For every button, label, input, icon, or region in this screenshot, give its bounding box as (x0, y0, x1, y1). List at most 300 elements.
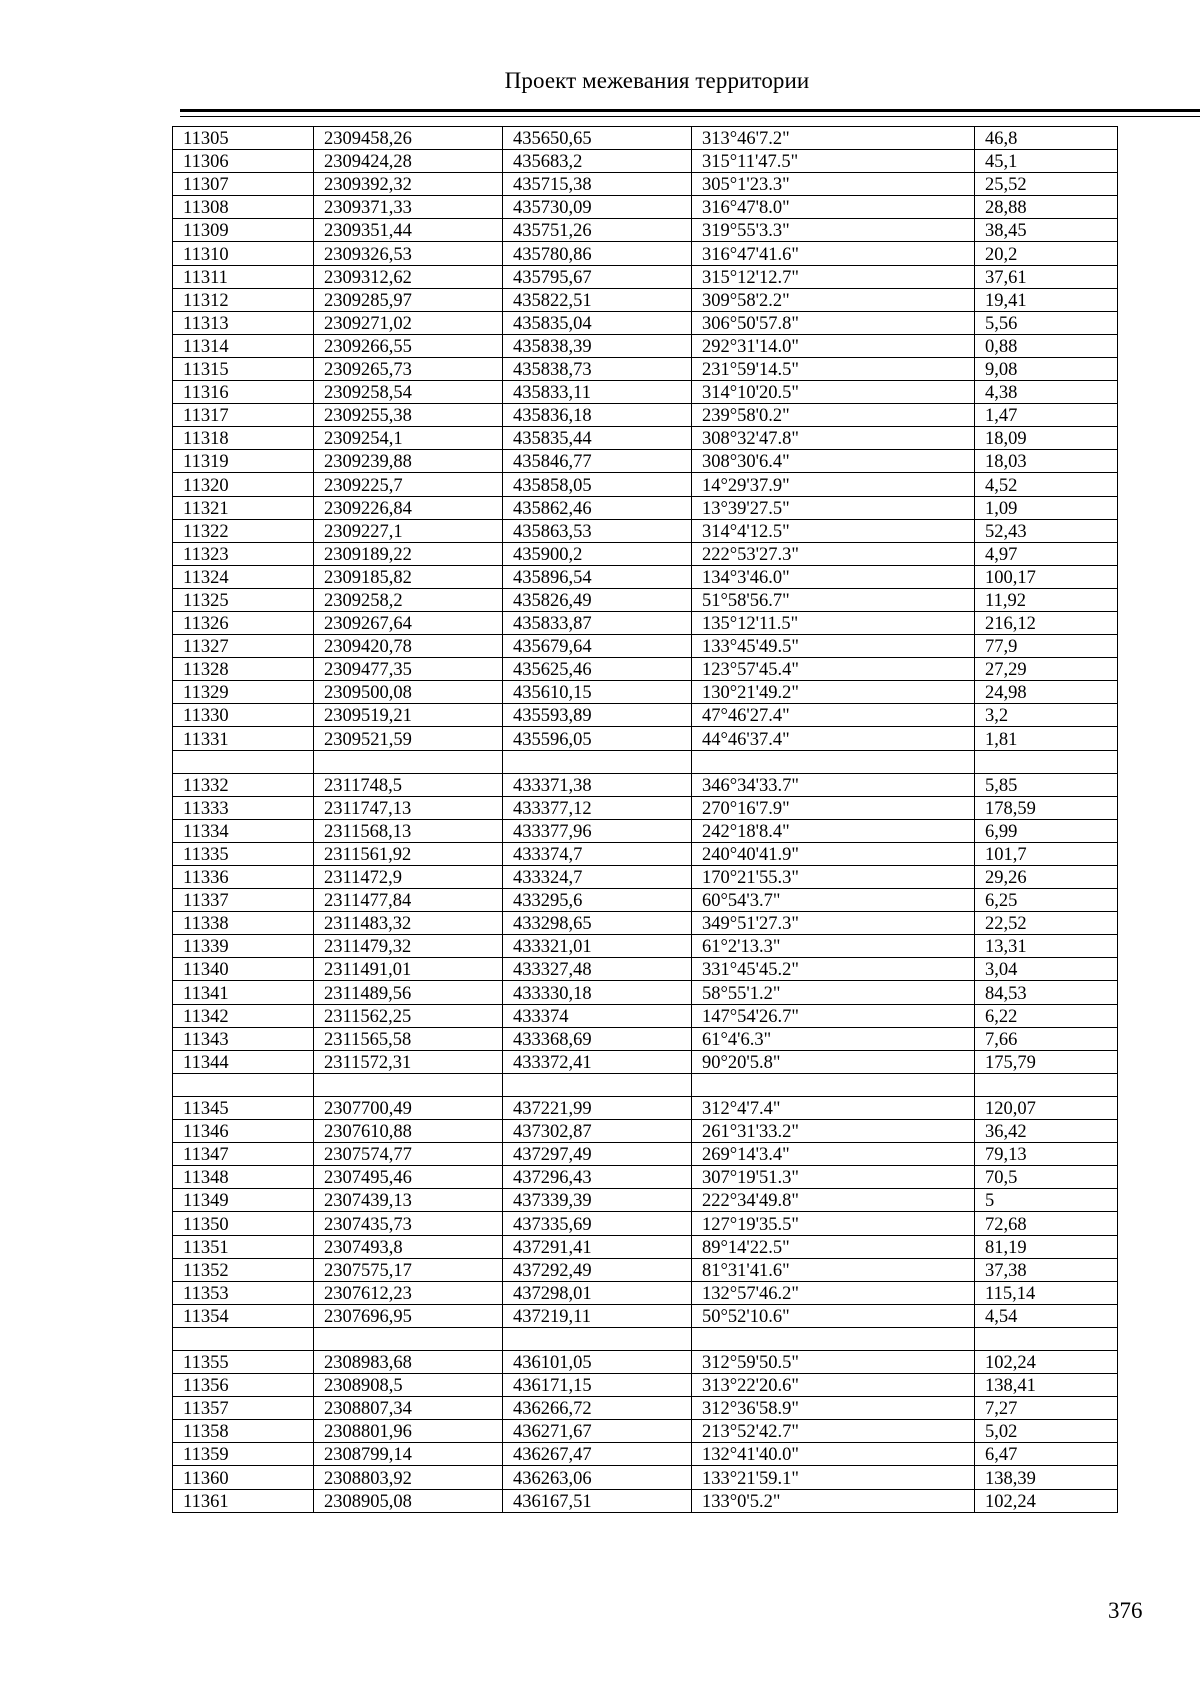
x-coordinate-cell: 2308807,34 (314, 1397, 503, 1420)
direction-angle-cell: 222°34'49.8" (692, 1189, 975, 1212)
y-coordinate-cell: 435862,46 (503, 496, 692, 519)
separator-row (173, 1327, 1118, 1350)
distance-cell: 6,22 (975, 1004, 1118, 1027)
distance-cell: 46,8 (975, 127, 1118, 150)
x-coordinate-cell: 2307612,23 (314, 1281, 503, 1304)
x-coordinate-cell: 2311477,84 (314, 889, 503, 912)
y-coordinate-cell: 436267,47 (503, 1443, 692, 1466)
point-number-cell: 11334 (173, 819, 314, 842)
distance-cell: 1,09 (975, 496, 1118, 519)
point-number-cell (173, 1327, 314, 1350)
table-row (173, 611, 1118, 634)
direction-angle-cell: 240°40'41.9" (692, 842, 975, 865)
x-coordinate-cell: 2309239,88 (314, 450, 503, 473)
distance-cell: 72,68 (975, 1212, 1118, 1235)
direction-angle-cell: 61°4'6.3" (692, 1027, 975, 1050)
point-number-cell: 11358 (173, 1420, 314, 1443)
y-coordinate-cell: 433374,7 (503, 842, 692, 865)
direction-angle-cell: 308°30'6.4" (692, 450, 975, 473)
direction-angle-cell: 315°12'12.7" (692, 265, 975, 288)
distance-cell: 138,39 (975, 1466, 1118, 1489)
distance-cell: 102,24 (975, 1350, 1118, 1373)
point-number-cell: 11359 (173, 1443, 314, 1466)
direction-angle-cell: 315°11'47.5" (692, 150, 975, 173)
coordinates-table (172, 126, 1118, 1513)
direction-angle-cell: 313°46'7.2" (692, 127, 975, 150)
direction-angle-cell: 51°58'56.7" (692, 588, 975, 611)
y-coordinate-cell: 435835,44 (503, 427, 692, 450)
direction-angle-cell: 307°19'51.3" (692, 1166, 975, 1189)
point-number-cell: 11342 (173, 1004, 314, 1027)
y-coordinate-cell: 433324,7 (503, 866, 692, 889)
distance-cell: 5,85 (975, 773, 1118, 796)
x-coordinate-cell: 2309265,73 (314, 357, 503, 380)
y-coordinate-cell: 437291,41 (503, 1235, 692, 1258)
x-coordinate-cell: 2309225,7 (314, 473, 503, 496)
direction-angle-cell: 331°45'45.2" (692, 958, 975, 981)
distance-cell: 81,19 (975, 1235, 1118, 1258)
x-coordinate-cell: 2311747,13 (314, 796, 503, 819)
x-coordinate-cell: 2311562,25 (314, 1004, 503, 1027)
y-coordinate-cell: 433377,96 (503, 819, 692, 842)
direction-angle-cell: 132°57'46.2" (692, 1281, 975, 1304)
y-coordinate-cell: 436263,06 (503, 1466, 692, 1489)
distance-cell: 120,07 (975, 1096, 1118, 1119)
x-coordinate-cell: 2311491,01 (314, 958, 503, 981)
table-row (173, 866, 1118, 889)
x-coordinate-cell: 2308983,68 (314, 1350, 503, 1373)
direction-angle-cell: 313°22'20.6" (692, 1374, 975, 1397)
point-number-cell: 11339 (173, 935, 314, 958)
point-number-cell: 11340 (173, 958, 314, 981)
table-row (173, 473, 1118, 496)
point-number-cell: 11336 (173, 866, 314, 889)
x-coordinate-cell: 2309521,59 (314, 727, 503, 750)
point-number-cell: 11327 (173, 635, 314, 658)
point-number-cell: 11310 (173, 242, 314, 265)
distance-cell: 37,38 (975, 1258, 1118, 1281)
table-row (173, 1397, 1118, 1420)
x-coordinate-cell: 2309312,62 (314, 265, 503, 288)
table-row (173, 958, 1118, 981)
y-coordinate-cell: 433298,65 (503, 912, 692, 935)
x-coordinate-cell: 2309351,44 (314, 219, 503, 242)
point-number-cell: 11311 (173, 265, 314, 288)
table-row (173, 588, 1118, 611)
direction-angle-cell (692, 750, 975, 773)
direction-angle-cell: 170°21'55.3" (692, 866, 975, 889)
direction-angle-cell: 314°4'12.5" (692, 519, 975, 542)
direction-angle-cell: 349°51'27.3" (692, 912, 975, 935)
direction-angle-cell: 292°31'14.0" (692, 334, 975, 357)
y-coordinate-cell: 435836,18 (503, 404, 692, 427)
y-coordinate-cell: 435683,2 (503, 150, 692, 173)
x-coordinate-cell: 2307493,8 (314, 1235, 503, 1258)
direction-angle-cell: 50°52'10.6" (692, 1304, 975, 1327)
x-coordinate-cell: 2307575,17 (314, 1258, 503, 1281)
y-coordinate-cell: 437219,11 (503, 1304, 692, 1327)
x-coordinate-cell: 2308799,14 (314, 1443, 503, 1466)
y-coordinate-cell: 437298,01 (503, 1281, 692, 1304)
distance-cell: 1,47 (975, 404, 1118, 427)
distance-cell: 25,52 (975, 173, 1118, 196)
direction-angle-cell: 305°1'23.3" (692, 173, 975, 196)
separator-row (173, 750, 1118, 773)
y-coordinate-cell (503, 1073, 692, 1096)
table-row (173, 381, 1118, 404)
table-row (173, 1189, 1118, 1212)
table-row (173, 1258, 1118, 1281)
point-number-cell: 11356 (173, 1374, 314, 1397)
distance-cell: 52,43 (975, 519, 1118, 542)
header-rule-thin (180, 116, 1200, 117)
table-row (173, 1281, 1118, 1304)
distance-cell: 138,41 (975, 1374, 1118, 1397)
direction-angle-cell: 81°31'41.6" (692, 1258, 975, 1281)
x-coordinate-cell: 2309227,1 (314, 519, 503, 542)
direction-angle-cell: 261°31'33.2" (692, 1120, 975, 1143)
point-number-cell: 11351 (173, 1235, 314, 1258)
table-row (173, 542, 1118, 565)
point-number-cell: 11326 (173, 611, 314, 634)
direction-angle-cell: 61°2'13.3" (692, 935, 975, 958)
direction-angle-cell: 270°16'7.9" (692, 796, 975, 819)
direction-angle-cell: 14°29'37.9" (692, 473, 975, 496)
y-coordinate-cell: 433372,41 (503, 1050, 692, 1073)
direction-angle-cell (692, 1327, 975, 1350)
distance-cell: 175,79 (975, 1050, 1118, 1073)
table-row (173, 1143, 1118, 1166)
x-coordinate-cell: 2307574,77 (314, 1143, 503, 1166)
point-number-cell: 11338 (173, 912, 314, 935)
y-coordinate-cell: 435795,67 (503, 265, 692, 288)
direction-angle-cell: 132°41'40.0" (692, 1443, 975, 1466)
point-number-cell: 11347 (173, 1143, 314, 1166)
point-number-cell: 11346 (173, 1120, 314, 1143)
x-coordinate-cell: 2311568,13 (314, 819, 503, 842)
table-row (173, 357, 1118, 380)
distance-cell: 45,1 (975, 150, 1118, 173)
distance-cell: 70,5 (975, 1166, 1118, 1189)
x-coordinate-cell: 2308905,08 (314, 1489, 503, 1512)
direction-angle-cell: 222°53'27.3" (692, 542, 975, 565)
x-coordinate-cell: 2309420,78 (314, 635, 503, 658)
table-row (173, 773, 1118, 796)
y-coordinate-cell: 437221,99 (503, 1096, 692, 1119)
distance-cell: 84,53 (975, 981, 1118, 1004)
direction-angle-cell: 316°47'41.6" (692, 242, 975, 265)
point-number-cell: 11317 (173, 404, 314, 427)
table-row (173, 1420, 1118, 1443)
table-row (173, 196, 1118, 219)
point-number-cell (173, 750, 314, 773)
table-row (173, 819, 1118, 842)
point-number-cell: 11324 (173, 565, 314, 588)
table-row (173, 1096, 1118, 1119)
distance-cell: 36,42 (975, 1120, 1118, 1143)
x-coordinate-cell: 2311565,58 (314, 1027, 503, 1050)
x-coordinate-cell: 2308908,5 (314, 1374, 503, 1397)
table-row (173, 1004, 1118, 1027)
table-row (173, 288, 1118, 311)
distance-cell: 18,09 (975, 427, 1118, 450)
x-coordinate-cell: 2309258,2 (314, 588, 503, 611)
distance-cell: 79,13 (975, 1143, 1118, 1166)
direction-angle-cell: 316°47'8.0" (692, 196, 975, 219)
table-row (173, 681, 1118, 704)
point-number-cell: 11309 (173, 219, 314, 242)
distance-cell: 6,99 (975, 819, 1118, 842)
y-coordinate-cell: 435863,53 (503, 519, 692, 542)
distance-cell: 0,88 (975, 334, 1118, 357)
direction-angle-cell: 90°20'5.8" (692, 1050, 975, 1073)
distance-cell: 28,88 (975, 196, 1118, 219)
distance-cell: 115,14 (975, 1281, 1118, 1304)
direction-angle-cell: 13°39'27.5" (692, 496, 975, 519)
distance-cell: 27,29 (975, 658, 1118, 681)
table-row (173, 1304, 1118, 1327)
distance-cell: 7,66 (975, 1027, 1118, 1050)
distance-cell: 18,03 (975, 450, 1118, 473)
direction-angle-cell: 133°45'49.5" (692, 635, 975, 658)
y-coordinate-cell: 436171,15 (503, 1374, 692, 1397)
point-number-cell: 11319 (173, 450, 314, 473)
y-coordinate-cell: 435838,39 (503, 334, 692, 357)
x-coordinate-cell: 2307439,13 (314, 1189, 503, 1212)
distance-cell: 1,81 (975, 727, 1118, 750)
direction-angle-cell: 231°59'14.5" (692, 357, 975, 380)
distance-cell: 5 (975, 1189, 1118, 1212)
y-coordinate-cell: 435896,54 (503, 565, 692, 588)
point-number-cell: 11343 (173, 1027, 314, 1050)
y-coordinate-cell: 433368,69 (503, 1027, 692, 1050)
x-coordinate-cell: 2309254,1 (314, 427, 503, 450)
direction-angle-cell: 147°54'26.7" (692, 1004, 975, 1027)
direction-angle-cell: 239°58'0.2" (692, 404, 975, 427)
point-number-cell: 11314 (173, 334, 314, 357)
x-coordinate-cell: 2309326,53 (314, 242, 503, 265)
y-coordinate-cell: 435826,49 (503, 588, 692, 611)
y-coordinate-cell: 433374 (503, 1004, 692, 1027)
distance-cell: 5,02 (975, 1420, 1118, 1443)
x-coordinate-cell: 2311479,32 (314, 935, 503, 958)
point-number-cell: 11306 (173, 150, 314, 173)
direction-angle-cell: 133°0'5.2" (692, 1489, 975, 1512)
direction-angle-cell: 89°14'22.5" (692, 1235, 975, 1258)
x-coordinate-cell: 2307696,95 (314, 1304, 503, 1327)
table-row (173, 1350, 1118, 1373)
x-coordinate-cell: 2307495,46 (314, 1166, 503, 1189)
direction-angle-cell: 309°58'2.2" (692, 288, 975, 311)
y-coordinate-cell: 435730,09 (503, 196, 692, 219)
point-number-cell: 11330 (173, 704, 314, 727)
distance-cell: 38,45 (975, 219, 1118, 242)
x-coordinate-cell: 2311489,56 (314, 981, 503, 1004)
x-coordinate-cell: 2307610,88 (314, 1120, 503, 1143)
table-row (173, 658, 1118, 681)
point-number-cell: 11345 (173, 1096, 314, 1119)
x-coordinate-cell: 2311561,92 (314, 842, 503, 865)
page-header-title: Проект межевания территории (504, 68, 810, 93)
y-coordinate-cell: 437292,49 (503, 1258, 692, 1281)
distance-cell: 3,04 (975, 958, 1118, 981)
point-number-cell: 11305 (173, 127, 314, 150)
distance-cell: 37,61 (975, 265, 1118, 288)
table-row (173, 219, 1118, 242)
direction-angle-cell: 242°18'8.4" (692, 819, 975, 842)
y-coordinate-cell: 436101,05 (503, 1350, 692, 1373)
point-number-cell: 11333 (173, 796, 314, 819)
table-row (173, 427, 1118, 450)
direction-angle-cell: 60°54'3.7" (692, 889, 975, 912)
y-coordinate-cell: 435625,46 (503, 658, 692, 681)
x-coordinate-cell (314, 1073, 503, 1096)
distance-cell: 6,47 (975, 1443, 1118, 1466)
y-coordinate-cell: 436167,51 (503, 1489, 692, 1512)
page-number: 376 (1108, 1598, 1143, 1623)
x-coordinate-cell: 2309266,55 (314, 334, 503, 357)
y-coordinate-cell: 437297,49 (503, 1143, 692, 1166)
y-coordinate-cell: 435593,89 (503, 704, 692, 727)
table-row (173, 496, 1118, 519)
point-number-cell: 11307 (173, 173, 314, 196)
point-number-cell: 11348 (173, 1166, 314, 1189)
direction-angle-cell: 312°36'58.9" (692, 1397, 975, 1420)
table-row (173, 1027, 1118, 1050)
point-number-cell: 11315 (173, 357, 314, 380)
table-row (173, 127, 1118, 150)
point-number-cell: 11318 (173, 427, 314, 450)
direction-angle-cell: 314°10'20.5" (692, 381, 975, 404)
distance-cell: 100,17 (975, 565, 1118, 588)
distance-cell: 7,27 (975, 1397, 1118, 1420)
x-coordinate-cell: 2309271,02 (314, 311, 503, 334)
table-row (173, 1466, 1118, 1489)
y-coordinate-cell: 433321,01 (503, 935, 692, 958)
point-number-cell: 11313 (173, 311, 314, 334)
table-row (173, 981, 1118, 1004)
distance-cell: 9,08 (975, 357, 1118, 380)
distance-cell: 178,59 (975, 796, 1118, 819)
direction-angle-cell: 133°21'59.1" (692, 1466, 975, 1489)
x-coordinate-cell: 2309185,82 (314, 565, 503, 588)
distance-cell (975, 750, 1118, 773)
table-row (173, 450, 1118, 473)
y-coordinate-cell: 435715,38 (503, 173, 692, 196)
distance-cell: 216,12 (975, 611, 1118, 634)
point-number-cell: 11349 (173, 1189, 314, 1212)
table-row (173, 842, 1118, 865)
direction-angle-cell: 134°3'46.0" (692, 565, 975, 588)
x-coordinate-cell: 2309267,64 (314, 611, 503, 634)
point-number-cell: 11323 (173, 542, 314, 565)
point-number-cell: 11350 (173, 1212, 314, 1235)
distance-cell: 13,31 (975, 935, 1118, 958)
x-coordinate-cell: 2309189,22 (314, 542, 503, 565)
y-coordinate-cell: 435900,2 (503, 542, 692, 565)
y-coordinate-cell: 435838,73 (503, 357, 692, 380)
direction-angle-cell: 312°4'7.4" (692, 1096, 975, 1119)
direction-angle-cell: 306°50'57.8" (692, 311, 975, 334)
table-row (173, 1489, 1118, 1512)
distance-cell: 101,7 (975, 842, 1118, 865)
x-coordinate-cell (314, 750, 503, 773)
point-number-cell: 11341 (173, 981, 314, 1004)
separator-row (173, 1073, 1118, 1096)
point-number-cell: 11361 (173, 1489, 314, 1512)
x-coordinate-cell: 2309392,32 (314, 173, 503, 196)
y-coordinate-cell: 433327,48 (503, 958, 692, 981)
point-number-cell: 11335 (173, 842, 314, 865)
table-row (173, 1212, 1118, 1235)
x-coordinate-cell: 2309371,33 (314, 196, 503, 219)
y-coordinate-cell: 433295,6 (503, 889, 692, 912)
y-coordinate-cell: 435835,04 (503, 311, 692, 334)
table-row (173, 704, 1118, 727)
x-coordinate-cell: 2308801,96 (314, 1420, 503, 1443)
direction-angle-cell: 127°19'35.5" (692, 1212, 975, 1235)
x-coordinate-cell: 2311748,5 (314, 773, 503, 796)
distance-cell: 3,2 (975, 704, 1118, 727)
distance-cell: 77,9 (975, 635, 1118, 658)
direction-angle-cell: 319°55'3.3" (692, 219, 975, 242)
x-coordinate-cell: 2309255,38 (314, 404, 503, 427)
y-coordinate-cell: 437339,39 (503, 1189, 692, 1212)
table-row (173, 173, 1118, 196)
distance-cell: 20,2 (975, 242, 1118, 265)
y-coordinate-cell: 435596,05 (503, 727, 692, 750)
x-coordinate-cell: 2309285,97 (314, 288, 503, 311)
point-number-cell: 11344 (173, 1050, 314, 1073)
x-coordinate-cell: 2311483,32 (314, 912, 503, 935)
point-number-cell: 11322 (173, 519, 314, 542)
table-row (173, 1120, 1118, 1143)
header-rule-thick (180, 109, 1200, 112)
x-coordinate-cell: 2311572,31 (314, 1050, 503, 1073)
direction-angle-cell: 308°32'47.8" (692, 427, 975, 450)
point-number-cell: 11357 (173, 1397, 314, 1420)
x-coordinate-cell: 2309477,35 (314, 658, 503, 681)
point-number-cell: 11308 (173, 196, 314, 219)
x-coordinate-cell: 2309258,54 (314, 381, 503, 404)
distance-cell: 29,26 (975, 866, 1118, 889)
y-coordinate-cell: 435679,64 (503, 635, 692, 658)
table-row (173, 912, 1118, 935)
x-coordinate-cell: 2309519,21 (314, 704, 503, 727)
y-coordinate-cell: 436266,72 (503, 1397, 692, 1420)
distance-cell: 24,98 (975, 681, 1118, 704)
y-coordinate-cell: 435780,86 (503, 242, 692, 265)
direction-angle-cell: 44°46'37.4" (692, 727, 975, 750)
x-coordinate-cell: 2308803,92 (314, 1466, 503, 1489)
y-coordinate-cell: 436271,67 (503, 1420, 692, 1443)
y-coordinate-cell: 433330,18 (503, 981, 692, 1004)
point-number-cell: 11355 (173, 1350, 314, 1373)
point-number-cell: 11354 (173, 1304, 314, 1327)
point-number-cell: 11320 (173, 473, 314, 496)
y-coordinate-cell: 437302,87 (503, 1120, 692, 1143)
y-coordinate-cell (503, 1327, 692, 1350)
x-coordinate-cell (314, 1327, 503, 1350)
y-coordinate-cell: 433377,12 (503, 796, 692, 819)
point-number-cell: 11353 (173, 1281, 314, 1304)
distance-cell: 4,52 (975, 473, 1118, 496)
direction-angle-cell (692, 1073, 975, 1096)
table-row (173, 635, 1118, 658)
point-number-cell: 11321 (173, 496, 314, 519)
table-row (173, 334, 1118, 357)
x-coordinate-cell: 2307435,73 (314, 1212, 503, 1235)
